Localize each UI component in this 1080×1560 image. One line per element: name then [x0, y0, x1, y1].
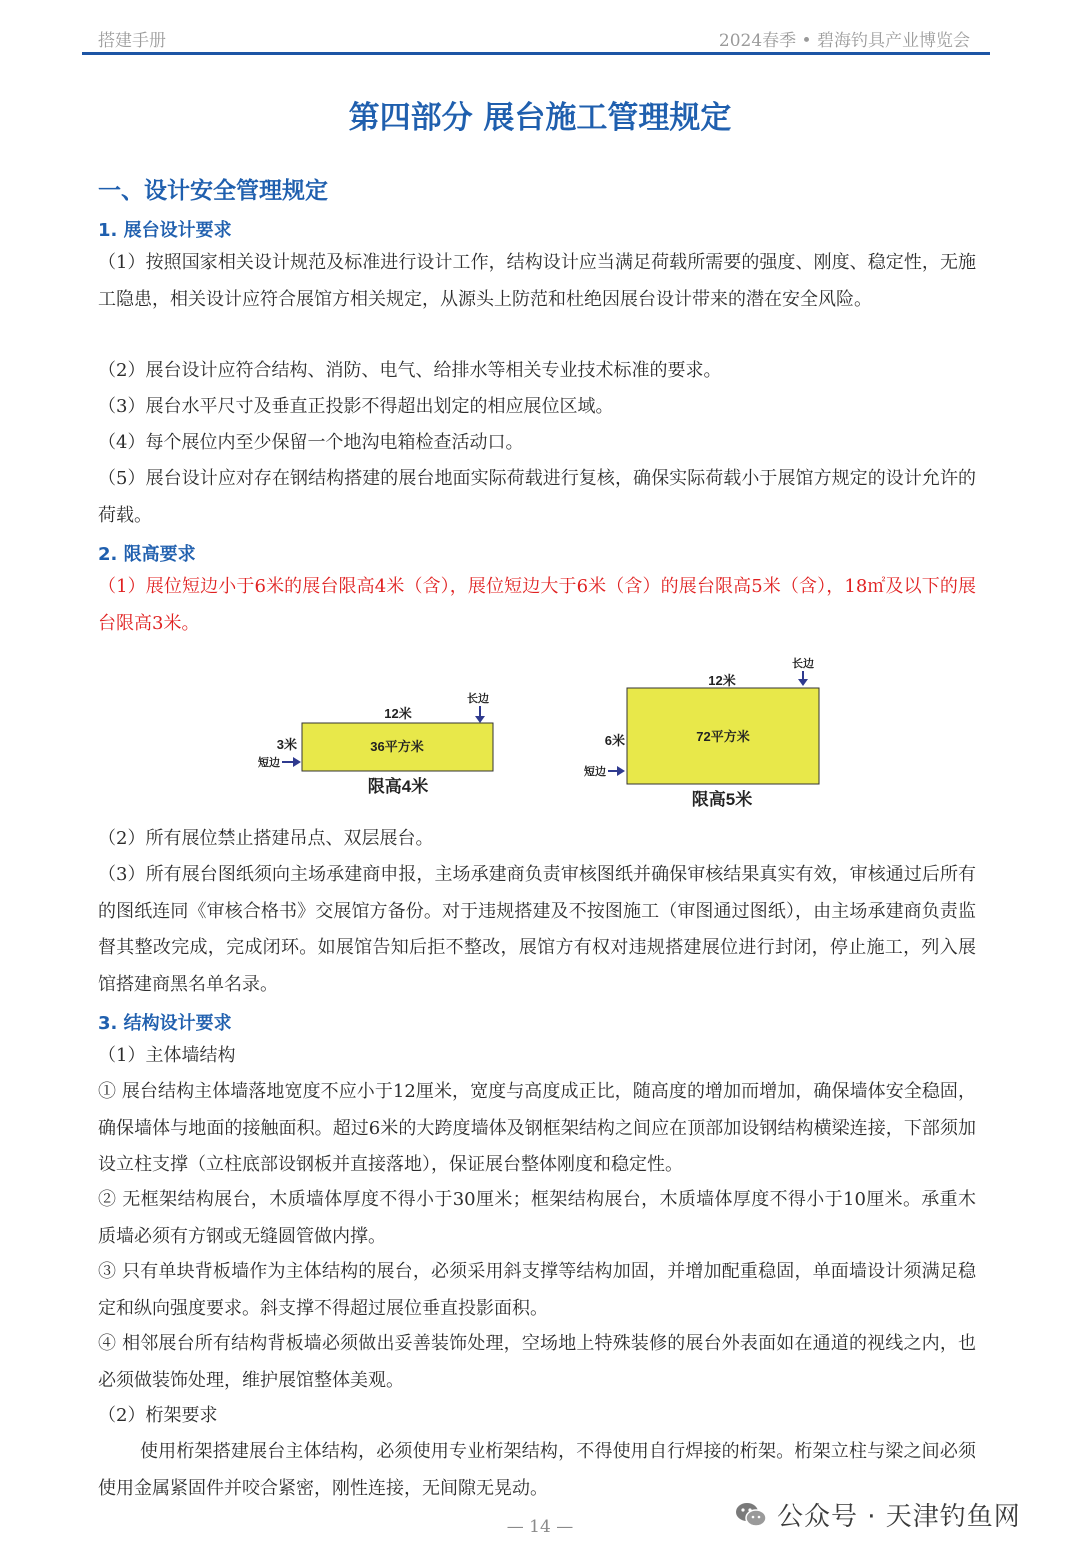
- short-side-label: 短边: [258, 757, 280, 769]
- paragraph: （1）按照国家相关设计规范及标准进行设计工作，结构设计应当满足荷载所需要的强度、刚度、稳定性，无施工隐患，相关设计应符合展馆方相关规定，从源头上防范和杜绝因展台设计带来的潜在安全风险。: [98, 252, 976, 310]
- paragraph: （3）展台水平尺寸及垂直正投影不得超出划定的相应展位区域。: [98, 396, 614, 417]
- long-side-label: 长边: [467, 693, 489, 705]
- watermark: [735, 1496, 1021, 1533]
- page-number: — 14 —: [506, 1517, 574, 1537]
- paragraph: ② 无框架结构展台，木质墙体厚度不得小于30厘米；框架结构展台，木质墙体厚度不得小于10厘米。承重木质墙必须有方钢或无缝圆管做内撑。: [98, 1189, 976, 1247]
- short-side-label: 短边: [584, 766, 606, 778]
- subheading-booth-design: 1. 展台设计要求: [98, 220, 232, 241]
- area-label: 72平方米: [696, 729, 750, 744]
- long-side-dimension: 12米: [708, 673, 736, 688]
- paragraph: ③ 只有单块背板墙作为主体结构的展台，必须采用斜支撑等结构加固，并增加配重稳固，单面墙设计须满足稳定和纵向强度要求。斜支撑不得超过展位垂直投影面积。: [98, 1261, 976, 1319]
- paragraph: （4）每个展位内至少保留一个地沟电箱检查活动口。: [98, 432, 524, 453]
- subheading-structure-design: 3. 结构设计要求: [98, 1013, 232, 1034]
- paragraph: （1）主体墙结构: [98, 1045, 236, 1066]
- paragraph-highlighted: （1）展位短边小于6米的展台限高4米（含），展位短边大于6米（含）的展台限高5米（含），18㎡及以下的展台限高3米。: [98, 576, 976, 634]
- arrow-down-icon: [798, 679, 808, 686]
- header-left: 搭建手册: [98, 31, 166, 51]
- paragraph: （2）桁架要求: [98, 1405, 218, 1426]
- diagram-right: [584, 656, 819, 809]
- header-right: 2024春季 • 碧海钓具产业博览会: [718, 31, 970, 51]
- short-side-dimension: 3米: [276, 737, 297, 752]
- arrow-down-icon: [475, 716, 485, 723]
- paragraph: （2）展台设计应符合结构、消防、电气、给排水等相关专业技术标准的要求。: [98, 360, 722, 381]
- height-limit-caption: 限高4米: [367, 777, 429, 796]
- diagram-left: [258, 691, 493, 796]
- watermark-text: 公众号 · 天津钓鱼网: [777, 1502, 1021, 1532]
- wechat-icon: [735, 1500, 767, 1530]
- long-side-dimension: 12米: [384, 706, 412, 721]
- paragraph: ④ 相邻展台所有结构背板墙必须做出妥善装饰处理，空场地上特殊装修的展台外表面如在通道的视线之内，也必须做装饰处理，维护展馆整体美观。: [98, 1333, 976, 1391]
- page-title: 第四部分 展台施工管理规定: [348, 100, 732, 136]
- subheading-height-limit: 2. 限高要求: [98, 544, 196, 565]
- height-limit-caption: 限高5米: [691, 790, 753, 809]
- paragraph: （5）展台设计应对存在钢结构搭建的展台地面实际荷载进行复核，确保实际荷载小于展馆方规定的设计允许的荷载。: [98, 468, 976, 526]
- paragraph: ① 展台结构主体墙落地宽度不应小于12厘米，宽度与高度成正比，随高度的增加而增加，确保墙体安全稳固，确保墙体与地面的接触面积。超过6米的大跨度墙体及钢框架结构之间应在顶部加设钢结构横梁连接，下部须加设立柱支撑（立柱底部设钢板并直接落地），保证展台整体刚度和稳定性。: [98, 1081, 976, 1175]
- paragraph: （2）所有展位禁止搭建吊点、双层展台。: [98, 828, 434, 849]
- paragraph: （3）所有展台图纸须向主场承建商申报，主场承建商负责审核图纸并确保审核结果真实有效，审核通过后所有的图纸连同《审核合格书》交展馆方备份。对于违规搭建及不按图施工（审图通过图纸），由主场承建商负责监督其整改完成，完成闭环。如展馆告知后拒不整改，展馆方有权对违规搭建展位进行封闭，停止施工，列入展馆搭建商黑名单名录。: [98, 864, 976, 995]
- booth-height-diagram: [0, 648, 1080, 818]
- header-rule: [82, 52, 990, 55]
- long-side-label: 长边: [792, 658, 814, 670]
- paragraph: 使用桁架搭建展台主体结构，必须使用专业桁架结构，不得使用自行焊接的桁架。桁架立柱与梁之间必须使用金属紧固件并咬合紧密，刚性连接，无间隙无晃动。: [98, 1441, 976, 1499]
- arrow-right-icon: [293, 757, 301, 767]
- section-heading-design-safety: 一、设计安全管理规定: [98, 178, 328, 204]
- short-side-dimension: 6米: [604, 733, 625, 748]
- arrow-right-icon: [617, 766, 625, 776]
- area-label: 36平方米: [370, 739, 424, 754]
